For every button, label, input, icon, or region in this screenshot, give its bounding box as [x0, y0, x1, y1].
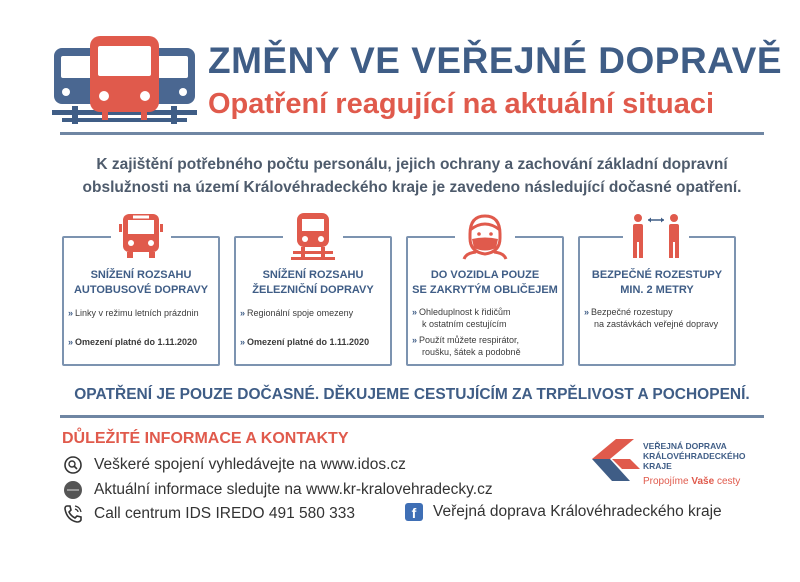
logo-tag-suffix: cesty: [714, 476, 741, 487]
train-icon: [283, 210, 343, 262]
card-item: [412, 306, 559, 330]
card-title-line: SE ZAKRYTÝM OBLIČEJEM: [412, 284, 558, 296]
card-title-line: ŽELEZNIČNÍ DOPRAVY: [252, 284, 374, 296]
phone-icon: [62, 503, 84, 525]
contact-facebook-text: Veřejná doprava Královéhradeckého kraje: [433, 503, 722, 520]
intro-line-1: K zajištění potřebného počtu personálu, jejich ochrany a zachování základní dopravní: [96, 156, 728, 173]
contact-facebook: [405, 503, 722, 521]
notice-text: OPATŘENÍ JE POUZE DOČASNÉ. DĚKUJEME CESTUJÍCÍM ZA TRPĚLIVOST A POCHOPENÍ.: [74, 386, 750, 403]
logo-line: KRAJE: [643, 461, 672, 471]
card-item-text: k ostatním cestujícím: [422, 319, 507, 329]
page-subtitle: Opatření reagující na aktuální situaci: [208, 88, 715, 120]
contact-call: [62, 503, 355, 525]
card-title-line: DO VOZIDLA POUZE: [430, 269, 540, 281]
card-title: [236, 268, 390, 298]
logo-tag-prefix: Propojíme: [643, 476, 692, 487]
contact-search: [62, 454, 406, 476]
card-title: [408, 268, 562, 298]
card-item: [240, 336, 387, 348]
facebook-icon: f: [405, 503, 423, 521]
chevron-right-icon: »: [240, 337, 246, 347]
card-item-text: Použít můžete respirátor,: [419, 335, 520, 345]
chevron-right-icon: »: [412, 307, 418, 317]
card-title: [580, 268, 734, 298]
notice-divider: [60, 415, 764, 418]
web-info-icon: [62, 479, 84, 501]
chevron-right-icon: »: [68, 337, 74, 347]
distance-people-icon: [623, 210, 689, 262]
card-item-text: Omezení platné do 1.11.2020: [75, 337, 198, 347]
logo-line: KRÁLOVÉHRADECKÉHO: [643, 451, 746, 461]
card-item-text: roušku, šátek a podobně: [422, 347, 521, 357]
card-item-text: Ohleduplnost k řidičům: [419, 307, 511, 317]
contact-call-text: Call centrum IDS IREDO 491 580 333: [94, 505, 356, 522]
trains-illustration: [52, 34, 197, 124]
chevron-right-icon: »: [68, 308, 74, 318]
contact-search-text: Veškeré spojení vyhledávejte na www.idos.cz: [94, 456, 406, 473]
card-item: [68, 336, 215, 348]
chevron-right-icon: »: [584, 307, 590, 317]
logo-tag-bold: Vaše: [691, 476, 715, 487]
contacts-title: DŮLEŽITÉ INFORMACE A KONTAKTY: [62, 430, 349, 447]
logo-line: VEŘEJNÁ DOPRAVA: [643, 441, 727, 451]
logo-text: [643, 441, 745, 471]
intro-line-2: obslužnosti na území Královéhradeckého kraje je zavedeno následující dočasné opatření.: [82, 179, 742, 196]
bus-icon: [111, 210, 171, 262]
card-item-text: Omezení platné do 1.11.2020: [247, 337, 370, 347]
page-title: ZMĚNY VE VEŘEJNÉ DOPRAVĚ: [208, 40, 782, 81]
card-item: [584, 306, 731, 330]
contact-info: [62, 479, 493, 501]
chevron-right-icon: »: [240, 308, 246, 318]
card-title-line: BEZPEČNÉ ROZESTUPY: [591, 269, 723, 281]
card-title-line: SNÍŽENÍ ROZSAHU: [90, 269, 192, 281]
card-item-text: Linky v režimu letních prázdnin: [75, 308, 199, 318]
card-item: [68, 307, 215, 319]
card-item-text: Bezpečné rozestupy: [591, 307, 673, 317]
card-item-text: na zastávkách veřejné dopravy: [594, 319, 719, 329]
search-location-icon: [62, 454, 84, 476]
card-item: [412, 334, 559, 358]
card-title-line: SNÍŽENÍ ROZSAHU: [262, 269, 364, 281]
card-title: [64, 268, 218, 298]
logo-tagline: [643, 476, 740, 487]
card-item: [240, 307, 387, 319]
contact-info-text: Aktuální informace sledujte na www.kr-kralovehradecky.cz: [94, 481, 493, 498]
chevron-right-icon: »: [412, 335, 418, 345]
card-item-text: Regionální spoje omezeny: [247, 308, 354, 318]
face-mask-icon: [455, 210, 515, 262]
card-title-line: AUTOBUSOVÉ DOPRAVY: [73, 284, 209, 296]
intro-text: [60, 153, 764, 199]
header-divider: [60, 132, 764, 135]
card-title-line: MIN. 2 METRY: [620, 284, 694, 296]
